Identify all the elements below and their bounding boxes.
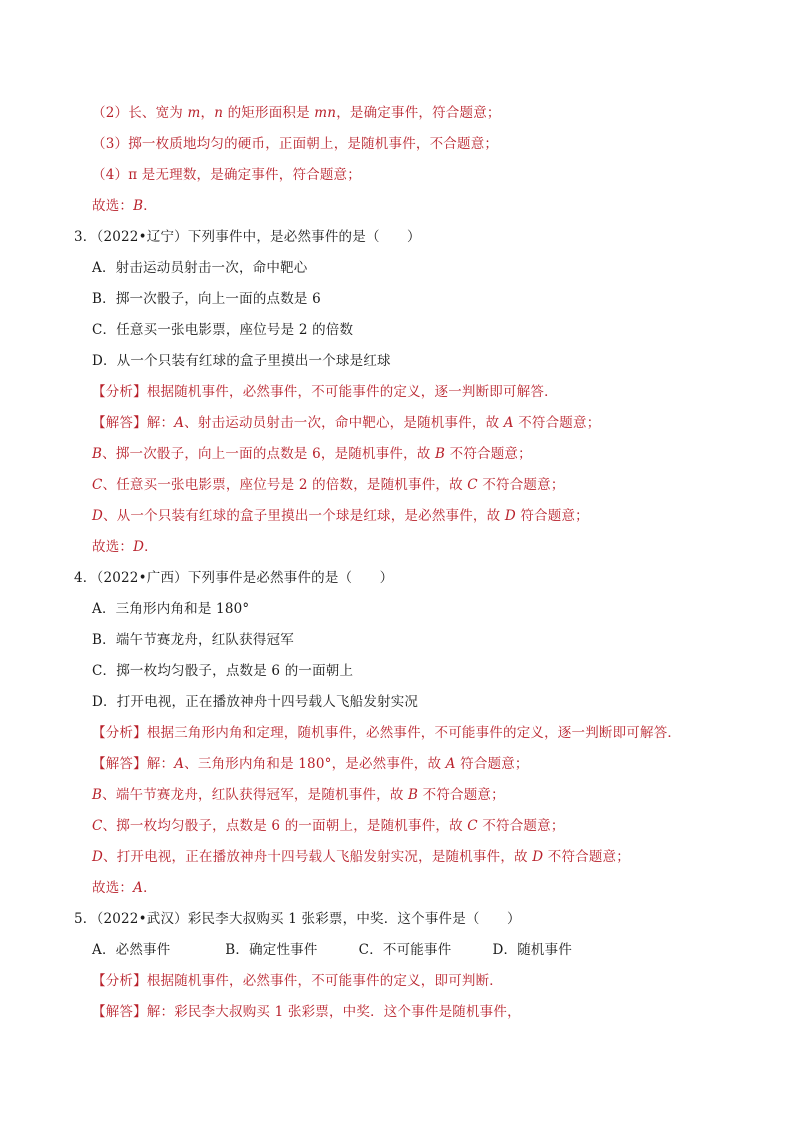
solution-line xyxy=(92,507,589,525)
question-5-stem xyxy=(74,910,521,928)
option-c xyxy=(92,321,353,339)
text-run: 【分析】 xyxy=(92,384,147,400)
option-b xyxy=(92,290,321,308)
text-run: 、打开电视，正在播放神舟十四号载人飞船发射实况，是随机事件，故 xyxy=(103,849,533,865)
text-run: 故选： xyxy=(92,539,134,555)
text-run: B xyxy=(133,198,144,214)
text-run: 解：彩民李大叔购买 1 张彩票，中奖．这个事件是随机事件， xyxy=(146,1004,521,1020)
text-run: 符合题意； xyxy=(455,756,529,772)
text-run: 、任意买一张电影票，座位号是 2 的倍数，是随机事件，故 xyxy=(102,477,468,493)
text-line xyxy=(92,135,498,153)
text-run: ，是确定事件，符合题意； xyxy=(336,105,501,121)
text-run: B．端午节赛龙舟，红队获得冠军 xyxy=(92,632,294,648)
text-run: D xyxy=(133,539,145,555)
text-run: n xyxy=(214,105,224,121)
text-run: 解： xyxy=(146,756,175,772)
text-run: （4）π 是无理数，是确定事件，符合题意； xyxy=(92,167,361,183)
text-run: D．从一个只装有红球的盒子里摸出一个球是红球 xyxy=(92,353,391,369)
text-run: 【分析】 xyxy=(92,725,147,741)
text-run: D xyxy=(92,849,104,865)
analysis-line xyxy=(92,972,503,990)
option-a xyxy=(92,600,249,618)
options-row xyxy=(92,941,572,959)
text-run: D．打开电视，正在播放神舟十四号载人飞船发射实况 xyxy=(92,694,419,710)
text-run: 不符合题意； xyxy=(543,849,630,865)
text-run: C．任意买一张电影票，座位号是 2 的倍数 xyxy=(92,322,354,338)
solution-line xyxy=(92,1003,521,1021)
solution-line xyxy=(92,755,529,773)
text-run: 根据随机事件，必然事件，不可能事件的定义，即可判断． xyxy=(146,973,504,989)
text-run: 不符合题意； xyxy=(418,787,505,803)
text-run: 【解答】 xyxy=(92,415,147,431)
text-run: B xyxy=(408,787,419,803)
text-run: D xyxy=(504,508,516,524)
text-run: 4．（2022•广西）下列事件是必然事件的是（ ） xyxy=(74,570,394,586)
text-run: 根据三角形内角和定理，随机事件，必然事件，不可能事件的定义，逐一判断即可解答． xyxy=(146,725,682,741)
text-run: A xyxy=(133,880,144,896)
text-run: B xyxy=(435,446,446,462)
text-run: 3．（2022•辽宁）下列事件中，是必然事件的是（ ） xyxy=(74,229,421,245)
text-run: D xyxy=(92,508,104,524)
option-d xyxy=(92,693,418,711)
text-run: mn xyxy=(314,105,337,121)
text-run: C xyxy=(467,818,478,834)
text-run: 、掷一枚均匀骰子，点数是 6 的一面朝上，是随机事件，故 xyxy=(102,818,468,834)
question-4-stem xyxy=(74,569,393,587)
text-run: 的矩形面积是 xyxy=(223,105,315,121)
answer-line xyxy=(92,197,157,215)
text-run: 符合题意； xyxy=(515,508,589,524)
text-run: 、端午节赛龙舟，红队获得冠军，是随机事件，故 xyxy=(102,787,409,803)
text-line xyxy=(92,104,501,122)
text-run: D xyxy=(532,849,544,865)
text-run: 【解答】 xyxy=(92,1004,147,1020)
option-b xyxy=(92,631,294,649)
text-run: （3）掷一枚质地均匀的硬币，正面朝上，是随机事件，不合题意； xyxy=(92,136,499,152)
text-run: B xyxy=(92,446,103,462)
text-run: 解： xyxy=(146,415,175,431)
text-run: 【分析】 xyxy=(92,973,147,989)
text-run: B xyxy=(92,787,103,803)
text-run: 、三角形内角和是 180°，是必然事件，故 xyxy=(184,756,446,772)
text-run: 、从一个只装有红球的盒子里摸出一个球是红球，是必然事件，故 xyxy=(103,508,505,524)
text-run: C xyxy=(92,477,103,493)
option-a xyxy=(92,259,307,277)
text-run: 故选： xyxy=(92,198,134,214)
solution-line xyxy=(92,817,565,835)
text-run: 、掷一次骰子，向上一面的点数是 6，是随机事件，故 xyxy=(102,446,435,462)
analysis-line xyxy=(92,383,558,401)
text-run: B．掷一次骰子，向上一面的点数是 6 xyxy=(92,291,321,307)
question-3-stem xyxy=(74,228,421,246)
solution-line xyxy=(92,414,600,432)
text-run: 不符合题意； xyxy=(477,477,565,493)
text-run: 根据随机事件，必然事件，不可能事件的定义，逐一判断即可解答． xyxy=(146,384,558,400)
text-run: ． xyxy=(143,880,157,896)
solution-line xyxy=(92,848,630,866)
text-run: C xyxy=(467,477,478,493)
answer-line xyxy=(92,879,157,897)
option-c xyxy=(92,662,353,680)
solution-line xyxy=(92,786,505,804)
text-run: C．掷一枚均匀骰子，点数是 6 的一面朝上 xyxy=(92,663,354,679)
text-run: A xyxy=(503,415,514,431)
text-run: ， xyxy=(200,105,215,121)
solution-line xyxy=(92,476,565,494)
text-run: A xyxy=(174,756,185,772)
text-run: 不符合题意； xyxy=(445,446,532,462)
option-d xyxy=(92,352,391,370)
text-run: A xyxy=(445,756,456,772)
text-run: C xyxy=(92,818,103,834)
text-run: 不符合题意； xyxy=(477,818,565,834)
text-run: 故选： xyxy=(92,880,134,896)
text-run: ． xyxy=(143,198,157,214)
text-run: 【解答】 xyxy=(92,756,147,772)
text-run: A xyxy=(174,415,185,431)
text-line xyxy=(92,166,361,184)
text-run: 、射击运动员射击一次，命中靶心，是随机事件，故 xyxy=(184,415,504,431)
answer-line xyxy=(92,538,158,556)
text-run: （2）长、宽为 xyxy=(92,105,188,121)
text-run: A．三角形内角和是 180° xyxy=(92,601,250,617)
text-run: ． xyxy=(144,539,158,555)
solution-line xyxy=(92,445,532,463)
text-run: A．必然事件 B．确定性事件 C．不可能事件 D．随机事件 xyxy=(92,942,573,958)
text-run: A．射击运动员射击一次，命中靶心 xyxy=(92,260,308,276)
analysis-line xyxy=(92,724,681,742)
text-run: m xyxy=(187,105,201,121)
text-run: 不符合题意； xyxy=(513,415,601,431)
text-run: 5．（2022•武汉）彩民李大叔购买 1 张彩票，中奖．这个事件是（ ） xyxy=(74,911,521,927)
